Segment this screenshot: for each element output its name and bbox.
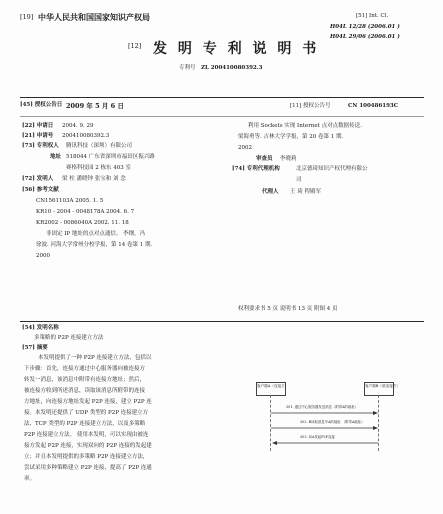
agent: 王 琦 程殿军 [290, 189, 321, 195]
header-rule [20, 97, 424, 98]
country-name: 中华人民共和国国家知识产权局 [38, 12, 150, 22]
field-value: 赛格科技园 2 栋东 403 室 [66, 165, 131, 171]
abstract-line: 下步骤：首先，连接方通过中心服务器向被连接方 [24, 366, 146, 372]
abstract-line: P2P 连接建立方法。 使用本发明，可以实现由被连 [24, 432, 149, 438]
field-value: 腾讯科技（深圳）有限公司 [66, 143, 133, 149]
abstract-line: 立；并且本发明提供的多策略 P2P 连接建立方法， [24, 454, 149, 460]
grant-date: 2009 年 5 月 6 日 [66, 102, 124, 110]
agency-label: [74] 专利代理机构 [232, 166, 280, 172]
reference: 非固定 IP 地址的点对点通信。 李纲，冯 [46, 231, 146, 237]
doc-title: 发 明 专 利 说 明 书 [153, 41, 320, 57]
reference-cont: 利用 Sockets 实现 Internet 点对点数据传送. [248, 123, 362, 129]
abstract-line: 接。本发明还提供了 UDP 类型的 P2P 连接建立方 [24, 410, 149, 416]
code-51: [51] Int. Cl. [356, 13, 389, 19]
ipc-2: H04L 29/06 (2006.01 ) [330, 34, 400, 40]
mid-rule [20, 321, 424, 322]
patent-no: ZL 200410080392.3 [201, 65, 263, 71]
field-label: [56] 参考文献 [22, 187, 59, 193]
reference-cont: 2002 [238, 145, 252, 151]
examiner: 李晓莉 [280, 156, 297, 162]
patent-no-label: 专利号 [179, 65, 196, 71]
abstract-line: 法、TCP 类型的 P2P 连接建立方法，以及多策略 [24, 421, 146, 427]
agency: 北京德琦知识产权代理有限公 [296, 166, 368, 172]
agent-label: 代理人 [262, 189, 279, 195]
reference: CN1561103A 2005. 1. 5 [36, 198, 104, 204]
pub-rule [20, 116, 424, 117]
step-303-label: 303. 向A发起P2P连接 [300, 435, 335, 439]
client-b-label: 客户端B（被连接方） [365, 384, 400, 388]
code-12: [12] [128, 42, 142, 50]
reference-cont: 梁海勇等. 吉林大学学报，第 20 卷第 1 期. [238, 134, 344, 140]
grant-number: CN 100486193C [348, 103, 399, 109]
step-301-label: 301. 通过中心服务器发送消息（附带A的地址） [286, 405, 359, 409]
reference: KR10 - 2004 - 0048178A 2004. 6. 7 [36, 209, 135, 215]
code-11: [11] 授权公告号 [290, 103, 331, 109]
field-value: 518044 广东省深圳市福田区振兴路 [66, 154, 155, 160]
field-label: 地址 [50, 154, 62, 160]
step-302-label: 302. B读取消息中A的地址 （附带A地址） [300, 420, 365, 424]
field-value: 200410080392.3 [62, 133, 110, 139]
reference: 2000 [36, 253, 50, 259]
abstract-line: 接方发起 P2P 连接，实现双向的 P2P 连接的发起建 [24, 443, 152, 449]
pages-note: 权利要求书 5 页 说明书 13 页 附图 4 页 [238, 306, 338, 312]
field-value: 梁 柱 潘晓钟 张宝和 刘 念 [62, 176, 126, 182]
step-301-arrow [270, 410, 380, 416]
field-label: [72] 发明人 [22, 176, 54, 182]
field-label: [73] 专利权人 [22, 143, 59, 149]
abstract-line: 被连接方收到所述消息，读取该消息所附带的连接 [24, 388, 146, 394]
reference: KR2002 - 0086040A 2002. 11. 18 [36, 220, 129, 226]
abstract-label: [57] 摘要 [22, 345, 48, 351]
abstract-line: 率。 [24, 476, 36, 482]
ipc-1: H04L 12/28 (2006.01 ) [330, 24, 400, 30]
step-302-arrow [270, 425, 380, 431]
invention-title: 多策略的 P2P 连接建立方法 [34, 335, 104, 341]
field-label: [21] 申请号 [22, 133, 54, 139]
field-value: 2004. 9. 29 [62, 123, 94, 129]
examiner-label: 审查员 [256, 156, 273, 162]
abstract-line: 尝试采用多种策略建立 P2P 连接，提高了 P2P 连通 [24, 465, 152, 471]
step-303-arrow [270, 440, 380, 446]
abstract-line: 转发一消息，该消息中附带有连接方地址；然后， [24, 377, 146, 383]
code-19: [19] [20, 13, 34, 21]
title-label: [54] 发明名称 [22, 325, 59, 331]
reference: 徐波. 河海大学常州分校学报，第 14 卷第 1 期. [36, 242, 153, 248]
abstract-line: 方地址，向连接方地址发起 P2P 连接，建立 P2P 连 [24, 399, 152, 405]
client-a-label: 客户端A（连接方） [257, 384, 289, 388]
code-45: [45] 授权公告日 [20, 102, 63, 108]
agency: 司 [296, 177, 302, 183]
abstract-line: 本发明提供了一种 P2P 连接建立方法，包括以 [38, 355, 152, 361]
field-label: [22] 申请日 [22, 123, 54, 129]
